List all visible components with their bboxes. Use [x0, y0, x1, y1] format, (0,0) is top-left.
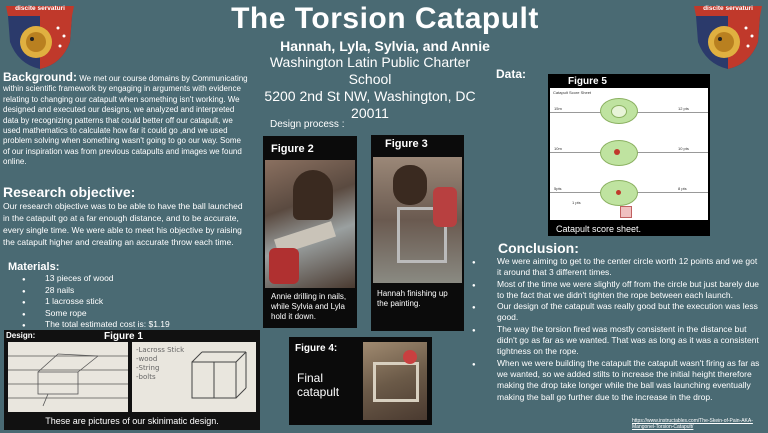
school-address [255, 54, 485, 122]
figure-1-label: Figure 1 [104, 331, 143, 342]
figure-3-panel [371, 135, 464, 331]
figure-1-panel [4, 330, 260, 430]
list-item: ● When we were building the catapult the catapult wasn't firing as far as we wanted, so we added stilts to increase the initial height therefore making the drop take longer while the ball was launching eventually making the ball go further due to the increase in the drop. [470, 358, 760, 403]
poster-title: The Torsion Catapult [231, 2, 539, 35]
background-heading: Background: [3, 70, 78, 84]
figure-1-caption: These are pictures of our skinimatic design. [45, 416, 219, 426]
sketch-note: -Lacross Stick [136, 346, 185, 354]
design-label: Design: [6, 331, 36, 340]
sketch-image-2 [132, 342, 256, 412]
school-crest-left [2, 2, 78, 70]
row-label: 10m [554, 146, 562, 151]
sketch-notes [136, 346, 184, 382]
school-crest-right [690, 2, 766, 70]
catapult-sketch-icon [8, 342, 128, 412]
research-objective-text: Our research objective was to be able to have the ball launched in the catapult go at a far enough distance, and to be accurate, every single time. We were able to meet his objective by raising the catapult higher and creating an accurate throw each time. [3, 201, 243, 247]
target-points: 12 pts [678, 106, 689, 111]
lion-crest-icon [690, 2, 766, 70]
target-ring [600, 98, 638, 124]
figure-5-label: Figure 5 [568, 76, 607, 87]
figure-4-panel [289, 337, 432, 425]
list-item: ● 13 pieces of wood [20, 273, 250, 285]
figure-3-caption: Hannah finishing up the painting. [377, 289, 448, 308]
figure-3-label: Figure 3 [385, 138, 428, 150]
figure-5-caption: Catapult score sheet. [556, 224, 642, 234]
materials-heading: Materials: [8, 261, 60, 273]
figure-2-photo [265, 160, 355, 288]
target-ring [600, 180, 638, 206]
design-process-label: Design process : [270, 119, 345, 130]
reference-link[interactable]: https://www.instructables.com/The-Skein-of-Pain-AKA-Mangonel-Torsion-Catapult/ [632, 418, 753, 430]
authors: Hannah, Lyla, Sylvia, and Annie [280, 38, 490, 54]
figure-3-photo [373, 157, 462, 283]
list-item: ● Some rope [20, 308, 250, 320]
data-heading: Data: [496, 67, 527, 81]
score-sheet-title: Catapult Score Sheet [553, 90, 592, 95]
list-item: ● Our design of the catapult was really good but the execution was less good. [470, 301, 760, 324]
school-line: School [348, 71, 392, 87]
row-label: 1 pts [572, 200, 581, 205]
figure-4-photo [363, 342, 427, 420]
sketch-image-1 [8, 342, 128, 412]
conclusion-list [470, 256, 760, 403]
research-objective-heading: Research objective: [3, 184, 136, 200]
catapult-marker [620, 206, 632, 218]
list-item: ● The total estimated cost is: $1.19 [20, 319, 250, 331]
sketch-note: -String [136, 364, 160, 372]
row-label: 15m [554, 106, 562, 111]
lion-crest-icon [2, 2, 78, 70]
sketch-note: -bolts [136, 373, 156, 381]
list-item: ● We were aiming to get to the center circle worth 12 points and we got it around that 3 different times. [470, 256, 760, 279]
background-section [3, 72, 248, 168]
list-item: ● The way the torsion fired was mostly consistent in the distance but didn't go as far as we wanted. That was as long as it was a consistent tightness on the rope. [470, 324, 760, 358]
target-ring [600, 140, 638, 166]
figure-2-label: Figure 2 [271, 143, 314, 155]
target-points: 10 pts [678, 146, 689, 151]
figure-2-caption: Annie drilling in nails, while Sylvia and Lyla hold it down. [271, 292, 347, 321]
figure-4-caption: Final catapult [297, 371, 340, 399]
target-points: 8 pts [678, 186, 687, 191]
score-sheet-image [550, 88, 708, 220]
figure-2-panel [263, 136, 357, 328]
figure-5-panel [548, 74, 710, 236]
figure-4-label: Figure 4: [295, 343, 338, 354]
materials-list [20, 273, 250, 331]
row-label: 5pts [554, 186, 562, 191]
sketch-note: -wood [136, 355, 158, 363]
school-line: 5200 2nd St NW, Washington, DC [264, 88, 476, 104]
list-item: ● Most of the time we were slightly off from the circle but just barely due to the fact that we didn't tighten the rope between each launch. [470, 279, 760, 302]
list-item: ● 28 nails [20, 285, 250, 297]
conclusion-heading: Conclusion: [498, 240, 579, 256]
background-text: We met our course domains by Communicating within scientific framework by engaging in arguments with evidence relating to changing our catapult when something isn't working. We designed and executed our designs, we analyzed and interpreted data by recognizing patterns that could better off our catapult, we used mathematics to calculate how far it could go ,and we used problem solving when something wasn't going to go our way. Some of our inspiration was from previous catapults and images we found online. [3, 74, 248, 167]
school-line: 20011 [351, 105, 389, 121]
list-item: ● 1 lacrosse stick [20, 296, 250, 308]
frame-sketch-icon [182, 348, 252, 408]
school-line: Washington Latin Public Charter [269, 54, 471, 70]
crest-motto-right: discite servaturi [703, 5, 753, 12]
crest-motto-left: discite servaturi [15, 5, 65, 12]
